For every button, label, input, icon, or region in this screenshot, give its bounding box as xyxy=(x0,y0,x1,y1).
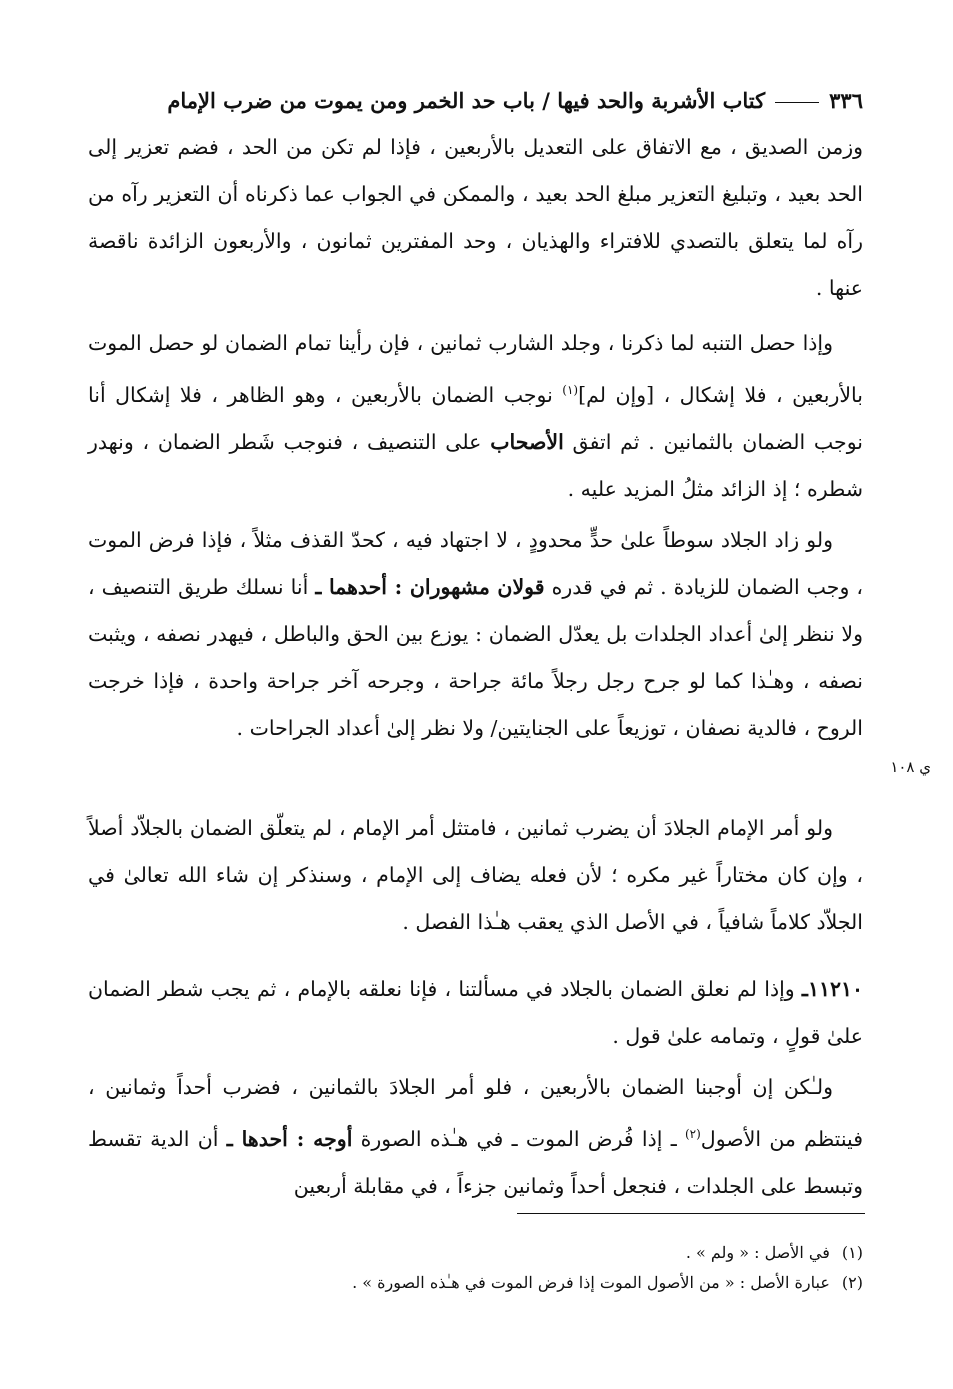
paragraph-6-text-b: ـ إذا فُرض الموت ـ في هـٰذه الصورة xyxy=(352,1126,685,1151)
paragraph-3-text-b: أنا نسلك طريق التنصيف ، ولا ننظر إلىٰ أعداد الجلدات بل يعدّل الضمان : يوزع بين الحق والباطل ، فيهدر نصفه ، ويثبت نصفه ، وهـٰذا كما لو جرح رجل رجلاً مائة جراحة ، وجرحه آخر جراحة واحدة ، فإذا خرجت الروح ، فالدية نصفان ، توزيعاً على الجنايتين/ ولا نظر إلىٰ أعداد الجراحات . xyxy=(88,575,863,740)
paragraph-2-text-c: على التنصيف ، فنوجب شَطر الضمان ، ونهدر شطره ؛ إذ الزائد مثلُ المزيد عليه . xyxy=(88,429,863,501)
paragraph-2-bold: الأصحاب xyxy=(490,429,564,454)
footnote-number: (١) xyxy=(841,1243,863,1262)
footnote xyxy=(88,1268,863,1298)
footnotes xyxy=(88,1238,863,1298)
footnote-text: في الأصل : « ولم » . xyxy=(685,1243,830,1262)
paragraph-2-text-a: وإذا حصل التنبه لما ذكرنا ، وجلد الشارب ثمانين ، فإن رأينا تمام الضمان لو حصل الموت بالأربعين ، فلا إشكال ، [وإن لم] xyxy=(88,331,863,407)
paragraph-6-bold: أوجه : أحدها ـ xyxy=(226,1126,353,1151)
running-header xyxy=(88,80,863,120)
section-number: ١١٢١٠ـ xyxy=(801,977,863,1001)
paragraph-6-text-c: أن الدية تقسط وتبسط على الجلدات ، فنجعل أحداً وثمانين جزءاً ، في مقابلة أربعين xyxy=(88,1126,863,1198)
paragraph-1-text: وزمن الصديق ، مع الاتفاق على التعديل بالأربعين ، فإذا لم تكن من الحد ، فضم تعزير إلى الحد بعيد ، وتبليغ التعزير مبلغ الحد بعيد ، والممكن في الجواب عما ذكرناه أن التعزير رآه من رآه لما يتعلق بالتصدي للافتراء والهذيان ، وحد المفترين ثمانون ، والأربعون الزائدة ناقصة عنها . xyxy=(88,135,863,300)
footnote-text: عبارة الأصل : « من الأصول الموت إذا فرض الموت في هـٰذه الصورة » . xyxy=(352,1273,830,1292)
paragraph-2 xyxy=(88,320,863,513)
footnote-ref-1: (١) xyxy=(562,383,579,397)
paragraph-3 xyxy=(88,517,863,752)
paragraph-6 xyxy=(88,1064,863,1210)
paragraph-4 xyxy=(88,805,863,946)
footnote-ref-2: (٢) xyxy=(684,1127,701,1141)
paragraph-6-text-a: ولـٰكن إن أوجبنا الضمان بالأربعين ، فلو أمر الجلادَ بالثمانين ، فضرب أحداً وثمانين ، فينتظم من الأصول xyxy=(88,1075,863,1151)
paragraph-4-text: ولو أمر الإمام الجلادَ أن يضرب ثمانين ، فامتثل أمر الإمام ، لم يتعلّق الضمان بالجلاّد أصلاً ، وإن كان مختاراً غير مكره ؛ لأن فعله يضاف إلى الإمام ، وسنذكر إن شاء الله تعالىٰ في الجلاّد كلاماً شافياً ، في الأصل الذي يعقب هـٰذا الفصل . xyxy=(88,816,863,934)
footnote xyxy=(88,1238,863,1268)
footnote-divider xyxy=(517,1213,865,1214)
paragraph-1 xyxy=(88,124,863,312)
paragraph-3-bold: قولان مشهوران : أحدهما ـ xyxy=(315,575,545,599)
paragraph-2-text-b: نوجب الضمان بالأربعين ، وهو الظاهر ، فلا إشكال أنا نوجب الضمان بالثمانين . ثم اتفق xyxy=(88,382,863,454)
margin-note: ي ١٠٨ xyxy=(890,758,931,776)
paragraph-5 xyxy=(88,966,863,1060)
paragraph-3-text-a: ولو زاد الجلاد سوطاً علىٰ حدٍّ محدودٍ ، لا اجتهاد فيه ، كحدّ القذف مثلاً ، فإذا فرض الموت ، وجب الضمان للزيادة . ثم في قدره xyxy=(88,528,863,599)
header-rule xyxy=(775,102,819,103)
footnote-number: (٢) xyxy=(841,1273,863,1292)
page-number: ٣٣٦ xyxy=(829,87,863,113)
paragraph-5-text: وإذا لم نعلق الضمان بالجلاد في مسألتنا ، فإنا نعلقه بالإمام ، ثم يجب شطر الضمان علىٰ قولٍ ، وتمامه علىٰ قول . xyxy=(88,977,863,1048)
header-title: كتاب الأشربة والحد فيها / باب حد الخمر ومن يموت من ضرب الإمام xyxy=(167,87,766,113)
